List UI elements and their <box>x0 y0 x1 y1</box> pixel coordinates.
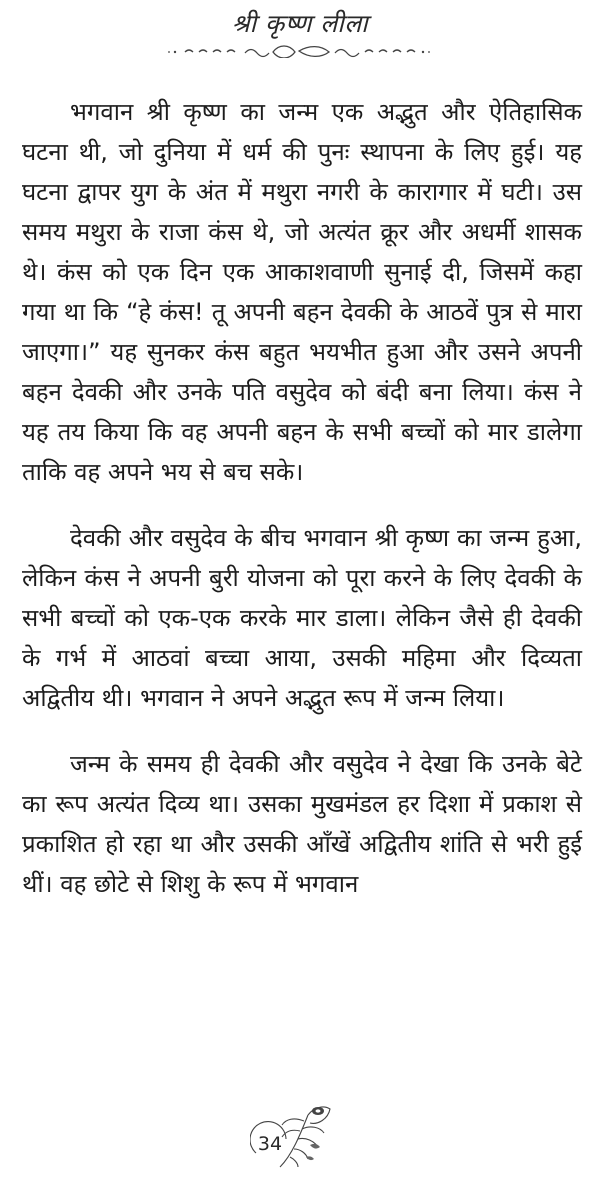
paragraph-1: भगवान श्री कृष्ण का जन्म एक अद्भुत और ऐतिहासिक घटना थी, जो दुनिया में धर्म की पुनः स्थापना के लिए हुई। यह घटना द्वापर युग के अंत में मथुरा नगरी के कारागार में घटी। उस समय मथुरा के राजा कंस थे, जो अत्यंत क्रूर और अधर्मी शासक थे। कंस को एक दिन एक आकाशवाणी सुनाई दी, जिसमें कहा गया था कि “हे कंस! तू अपनी बहन देवकी के आठवें पुत्र से मारा जाएगा।” यह सुनकर कंस बहुत भयभीत हुआ और उसने अपनी बहन देवकी और उनके पति वसुदेव को बंदी बना लिया। कंस ने यह तय किया कि वह अपनी बहन के सभी बच्चों को मार डालेगा ताकि वह अपने भय से बच सके। <box>22 98 582 486</box>
page-header <box>0 6 600 58</box>
divider-ornament-icon <box>165 44 435 58</box>
paragraph-2: देवकी और वसुदेव के बीच भगवान श्री कृष्ण का जन्म हुआ, लेकिन कंस ने अपनी बुरी योजना को पूरा करने के लिए देवकी के सभी बच्चों को एक-एक करके मार डाला। लेकिन जैसे ही देवकी के गर्भ में आठवां बच्चा आया, उसकी महिमा और दिव्यता अद्वितीय थी। भगवान ने अपने अद्भुत रूप में जन्म लिया। <box>22 524 582 712</box>
page-footer <box>0 1095 600 1175</box>
body-text <box>22 92 582 904</box>
paragraph-3: जन्म के समय ही देवकी और वसुदेव ने देखा कि उनके बेटे का रूप अत्यंत दिव्य था। उसका मुखमंडल हर दिशा में प्रकाश से प्रकाशित हो रहा था और उसकी आँखें अद्वितीय शांति से भरी हुई थीं। वह छोटे से शिशु के रूप में भगवान <box>22 750 582 898</box>
page-number: 34 <box>257 1133 283 1155</box>
running-title: श्री कृष्ण लीला <box>231 9 369 38</box>
